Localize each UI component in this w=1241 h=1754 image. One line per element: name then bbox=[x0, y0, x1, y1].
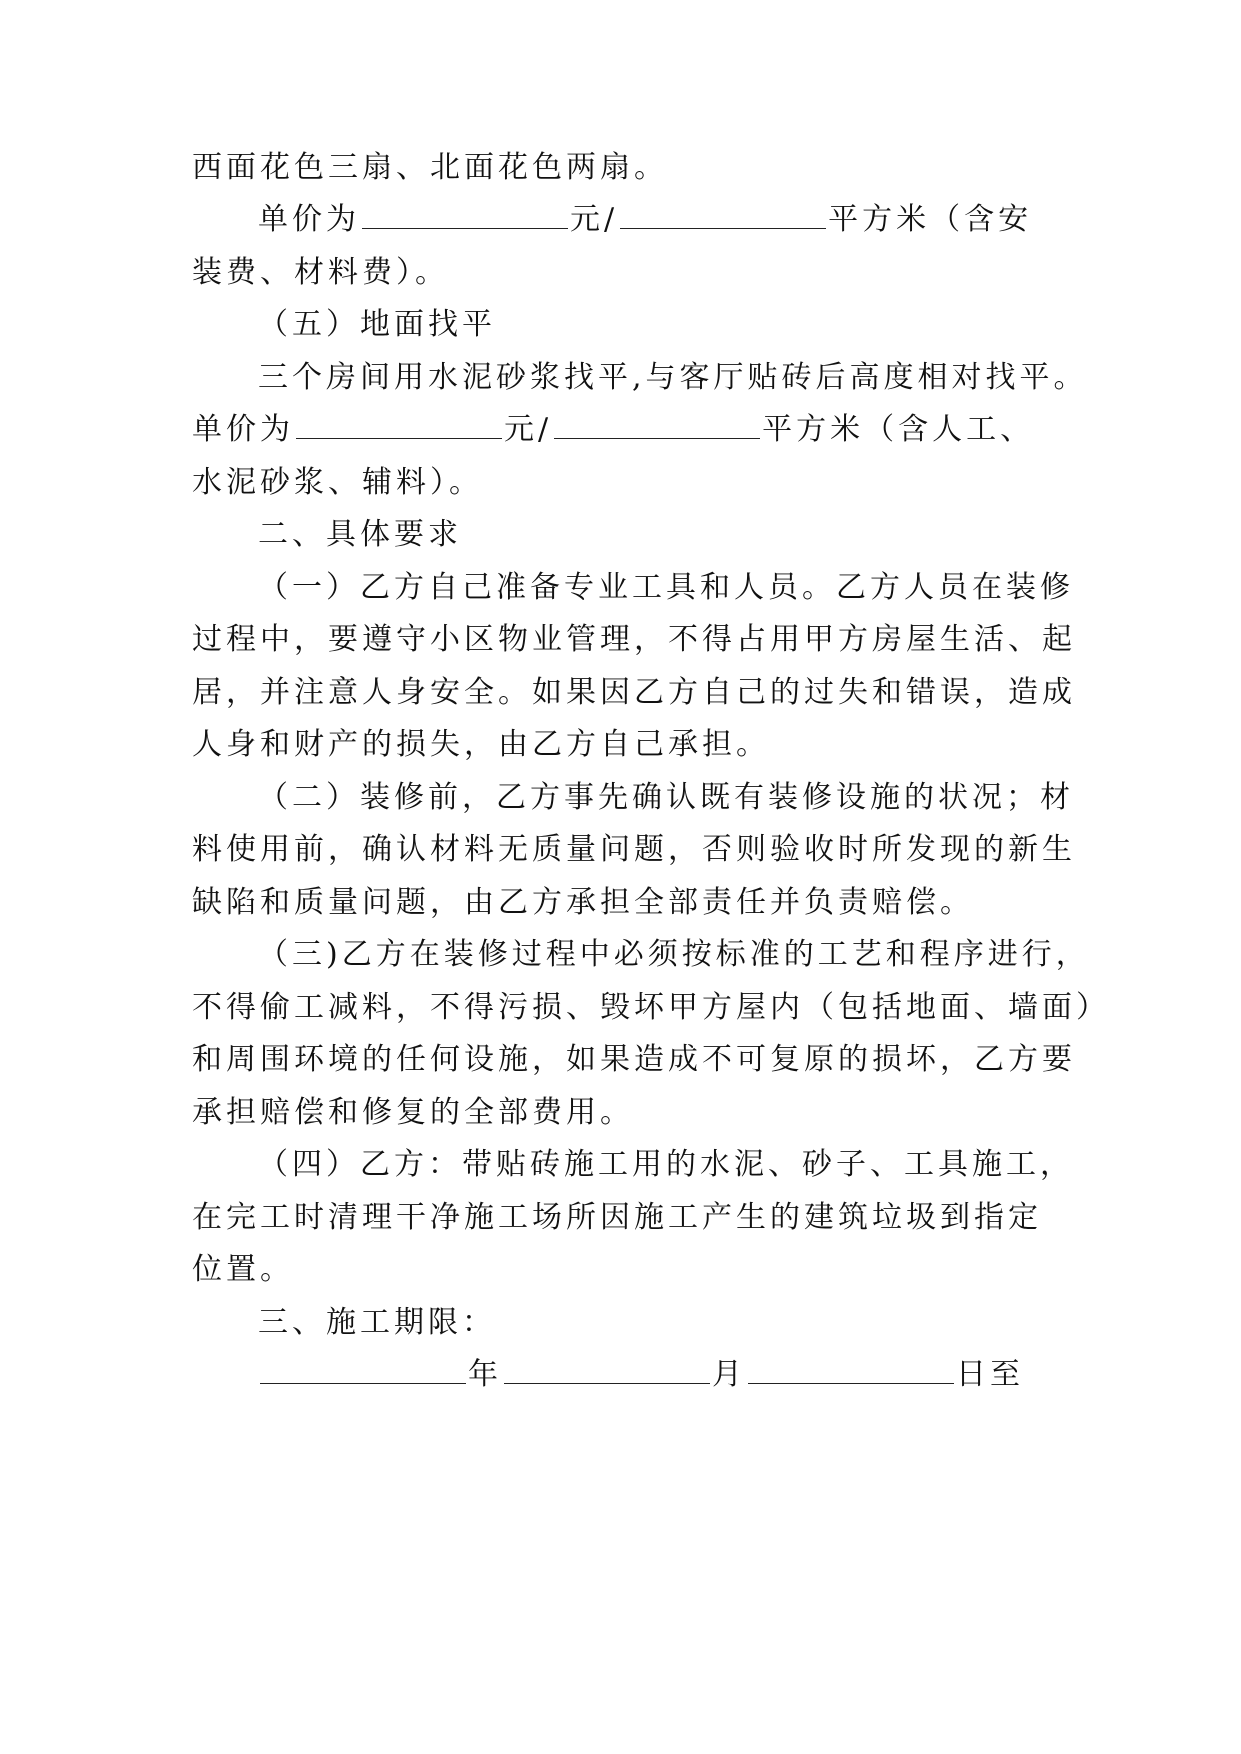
text-line-3: 装费、材料费）。 bbox=[192, 255, 449, 290]
text-line-11: 居，并注意人身安全。如果因乙方自己的过失和错误，造成 bbox=[192, 675, 1076, 710]
yuan-per-label: 元/ bbox=[504, 412, 553, 447]
text-line-9: （一）乙方自己准备专业工具和人员。乙方人员在装修 bbox=[258, 570, 1074, 605]
day-to-label: 日至 bbox=[956, 1357, 1024, 1392]
text-line-16: （三)乙方在装修过程中必须按标准的工艺和程序进行， bbox=[258, 937, 1090, 972]
area-blank bbox=[554, 410, 760, 439]
text-line-12: 人身和财产的损失，由乙方自己承担。 bbox=[192, 727, 770, 762]
yuan-per-label: 元/ bbox=[570, 202, 619, 237]
text-line-22: 位置。 bbox=[192, 1252, 294, 1287]
month-label: 月 bbox=[712, 1357, 746, 1392]
section-heading-requirements: 二、具体要求 bbox=[258, 517, 462, 552]
year-blank bbox=[260, 1355, 466, 1384]
section-heading-construction-period: 三、施工期限： bbox=[258, 1305, 496, 1340]
unit-price-line-2 bbox=[192, 410, 1052, 450]
date-range-line bbox=[258, 1355, 1118, 1395]
section-heading-floor-leveling: （五）地面找平 bbox=[258, 307, 496, 342]
unit-price-label: 单价为 bbox=[192, 412, 294, 447]
text-line-10: 过程中，要遵守小区物业管理，不得占用甲方房屋生活、起 bbox=[192, 622, 1076, 657]
price-blank bbox=[296, 410, 502, 439]
text-line-5: 三个房间用水泥砂浆找平,与客厅贴砖后高度相对找平。 bbox=[258, 360, 1088, 395]
month-blank bbox=[504, 1355, 710, 1384]
text-line-18: 和周围环境的任何设施，如果造成不可复原的损坏，乙方要 bbox=[192, 1042, 1076, 1077]
text-line-19: 承担赔偿和修复的全部费用。 bbox=[192, 1095, 634, 1130]
day-blank bbox=[748, 1355, 954, 1384]
text-line-7: 水泥砂浆、辅料）。 bbox=[192, 465, 483, 500]
price-blank bbox=[362, 200, 568, 229]
unit-price-line-1 bbox=[258, 200, 1118, 240]
text-line-1: 西面花色三扇、北面花色两扇。 bbox=[192, 150, 668, 185]
text-line-14: 料使用前，确认材料无质量问题，否则验收时所发现的新生 bbox=[192, 832, 1076, 867]
square-meter-label: 平方米（含人工、 bbox=[762, 412, 1035, 447]
text-line-17: 不得偷工减料，不得污损、毁坏甲方屋内（包括地面、墙面） bbox=[192, 990, 1110, 1025]
text-line-21: 在完工时清理干净施工场所因施工产生的建筑垃圾到指定 bbox=[192, 1200, 1042, 1235]
unit-price-label: 单价为 bbox=[258, 202, 360, 237]
area-blank bbox=[620, 200, 826, 229]
text-line-15: 缺陷和质量问题，由乙方承担全部责任并负责赔偿。 bbox=[192, 885, 974, 920]
text-line-13: （二）装修前，乙方事先确认既有装修设施的状况；材 bbox=[258, 780, 1074, 815]
text-line-20: （四）乙方：带贴砖施工用的水泥、砂子、工具施工， bbox=[258, 1147, 1074, 1182]
year-label: 年 bbox=[468, 1357, 502, 1392]
square-meter-label: 平方米（含安 bbox=[828, 202, 1033, 237]
